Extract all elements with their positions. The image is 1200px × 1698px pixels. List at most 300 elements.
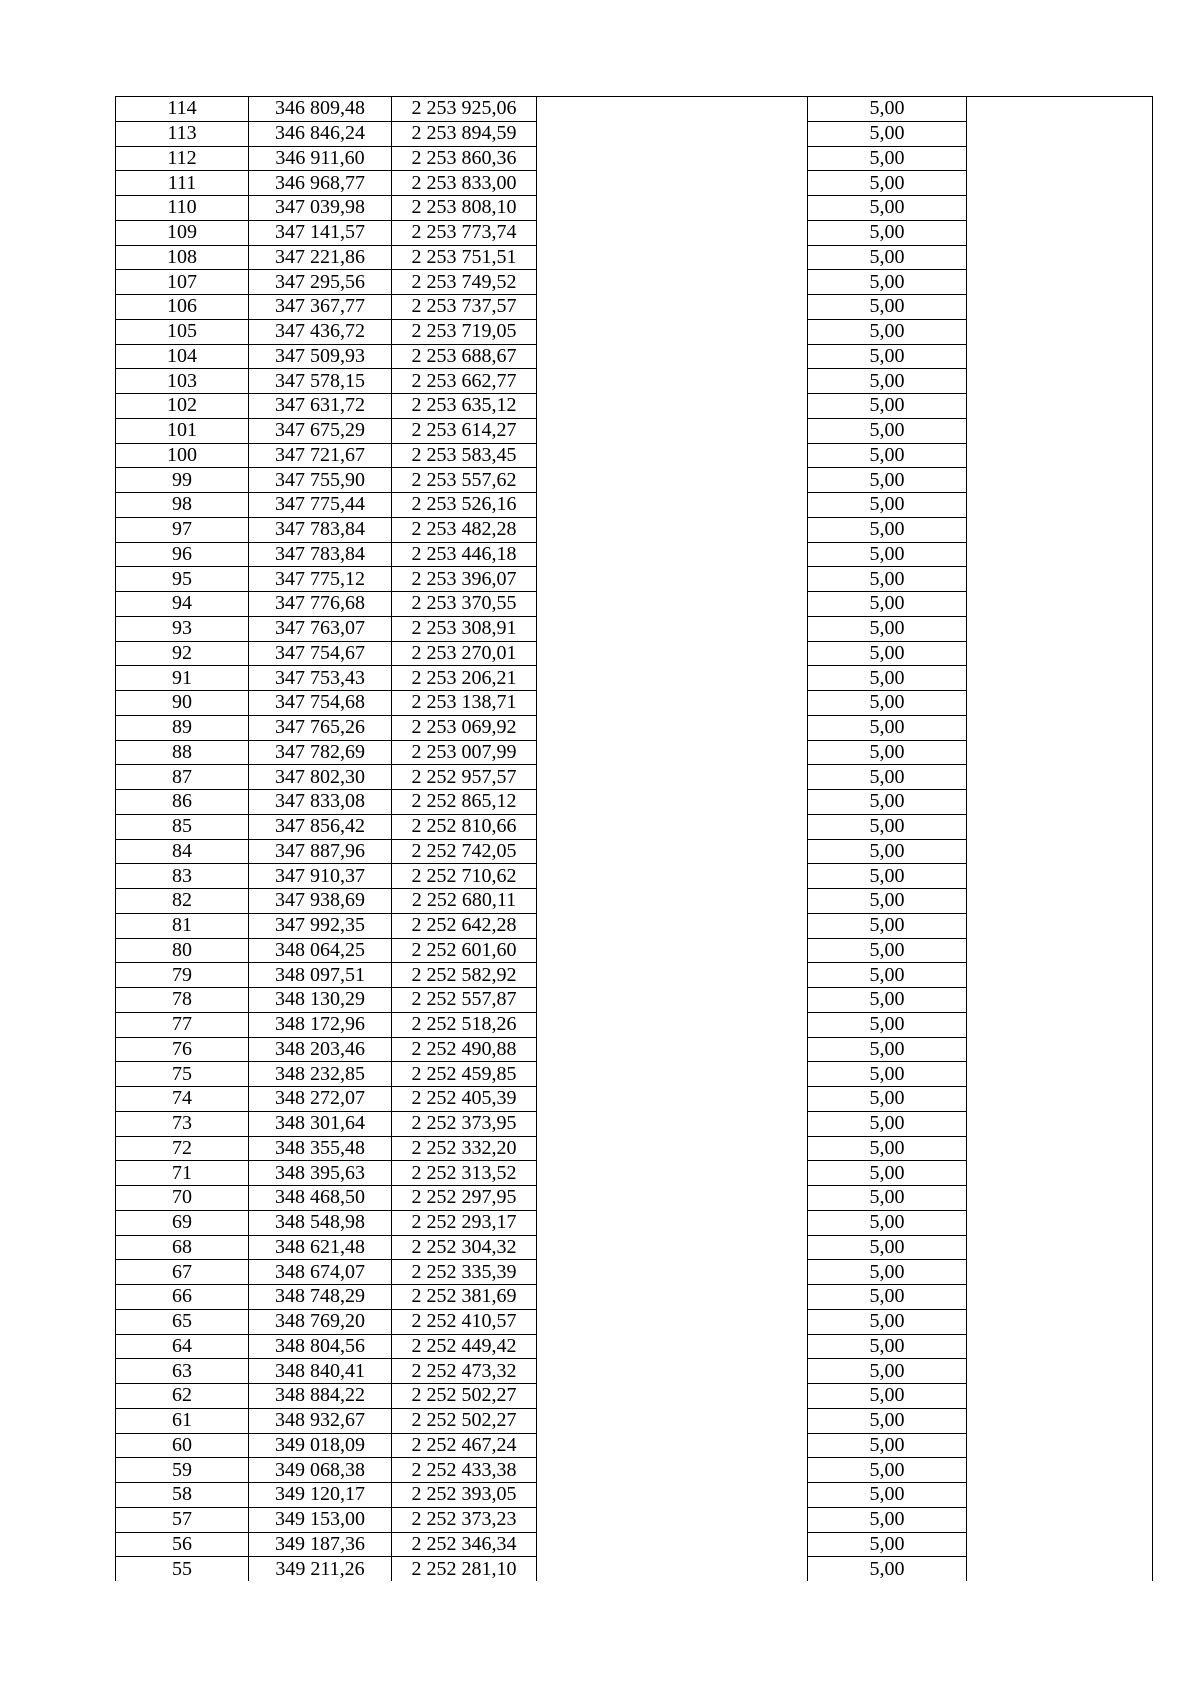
- notes-cell: [967, 1111, 1153, 1136]
- notes-cell: [967, 418, 1153, 443]
- y-coordinate-cell: 2 253 482,28: [392, 517, 537, 542]
- value-cell: 5,00: [808, 1359, 967, 1384]
- y-coordinate-cell: 2 253 719,05: [392, 319, 537, 344]
- y-coordinate-cell: 2 253 688,67: [392, 344, 537, 369]
- x-coordinate-cell: 347 833,08: [249, 790, 392, 815]
- blank-cell: [537, 121, 808, 146]
- table-row: [116, 1186, 1153, 1211]
- notes-cell: [967, 1037, 1153, 1062]
- x-coordinate-cell: 347 783,84: [249, 517, 392, 542]
- blank-cell: [537, 146, 808, 171]
- y-coordinate-cell: 2 253 894,59: [392, 121, 537, 146]
- x-coordinate-cell: 347 775,12: [249, 567, 392, 592]
- value-cell: 5,00: [808, 691, 967, 716]
- blank-cell: [537, 1359, 808, 1384]
- x-coordinate-cell: 347 765,26: [249, 715, 392, 740]
- table-row: [116, 1260, 1153, 1285]
- table-row: [116, 1111, 1153, 1136]
- point-number-cell: 71: [116, 1161, 249, 1186]
- table-row: [116, 1557, 1153, 1581]
- notes-cell: [967, 1012, 1153, 1037]
- y-coordinate-cell: 2 252 601,60: [392, 938, 537, 963]
- notes-cell: [967, 1433, 1153, 1458]
- y-coordinate-cell: 2 252 642,28: [392, 913, 537, 938]
- value-cell: 5,00: [808, 418, 967, 443]
- y-coordinate-cell: 2 253 396,07: [392, 567, 537, 592]
- table-row: [116, 121, 1153, 146]
- value-cell: 5,00: [808, 1433, 967, 1458]
- point-number-cell: 68: [116, 1235, 249, 1260]
- table-row: [116, 220, 1153, 245]
- value-cell: 5,00: [808, 1012, 967, 1037]
- point-number-cell: 78: [116, 988, 249, 1013]
- x-coordinate-cell: 348 804,56: [249, 1334, 392, 1359]
- blank-cell: [537, 1384, 808, 1409]
- x-coordinate-cell: 348 272,07: [249, 1087, 392, 1112]
- x-coordinate-cell: 347 436,72: [249, 319, 392, 344]
- y-coordinate-cell: 2 252 332,20: [392, 1136, 537, 1161]
- table-row: [116, 369, 1153, 394]
- point-number-cell: 59: [116, 1458, 249, 1483]
- value-cell: 5,00: [808, 913, 967, 938]
- blank-cell: [537, 1483, 808, 1508]
- notes-cell: [967, 616, 1153, 641]
- y-coordinate-cell: 2 252 381,69: [392, 1285, 537, 1310]
- table-row: [116, 1507, 1153, 1532]
- notes-cell: [967, 938, 1153, 963]
- y-coordinate-cell: 2 252 393,05: [392, 1483, 537, 1508]
- table-row: [116, 394, 1153, 419]
- point-number-cell: 86: [116, 790, 249, 815]
- blank-cell: [537, 517, 808, 542]
- value-cell: 5,00: [808, 1210, 967, 1235]
- x-coordinate-cell: 347 910,37: [249, 864, 392, 889]
- y-coordinate-cell: 2 253 635,12: [392, 394, 537, 419]
- y-coordinate-cell: 2 252 281,10: [392, 1557, 537, 1581]
- blank-cell: [537, 864, 808, 889]
- x-coordinate-cell: 347 221,86: [249, 245, 392, 270]
- table-row: [116, 814, 1153, 839]
- value-cell: 5,00: [808, 220, 967, 245]
- blank-cell: [537, 839, 808, 864]
- value-cell: 5,00: [808, 121, 967, 146]
- value-cell: 5,00: [808, 493, 967, 518]
- notes-cell: [967, 1309, 1153, 1334]
- blank-cell: [537, 765, 808, 790]
- x-coordinate-cell: 348 884,22: [249, 1384, 392, 1409]
- notes-cell: [967, 295, 1153, 320]
- y-coordinate-cell: 2 252 405,39: [392, 1087, 537, 1112]
- point-number-cell: 110: [116, 196, 249, 221]
- value-cell: 5,00: [808, 369, 967, 394]
- x-coordinate-cell: 348 621,48: [249, 1235, 392, 1260]
- x-coordinate-cell: 348 232,85: [249, 1062, 392, 1087]
- point-number-cell: 62: [116, 1384, 249, 1409]
- y-coordinate-cell: 2 253 206,21: [392, 666, 537, 691]
- notes-cell: [967, 1458, 1153, 1483]
- table-row: [116, 1161, 1153, 1186]
- blank-cell: [537, 295, 808, 320]
- point-number-cell: 97: [116, 517, 249, 542]
- y-coordinate-cell: 2 252 957,57: [392, 765, 537, 790]
- point-number-cell: 100: [116, 443, 249, 468]
- notes-cell: [967, 691, 1153, 716]
- point-number-cell: 75: [116, 1062, 249, 1087]
- notes-cell: [967, 542, 1153, 567]
- point-number-cell: 90: [116, 691, 249, 716]
- x-coordinate-cell: 349 153,00: [249, 1507, 392, 1532]
- x-coordinate-cell: 348 548,98: [249, 1210, 392, 1235]
- notes-cell: [967, 1087, 1153, 1112]
- point-number-cell: 74: [116, 1087, 249, 1112]
- x-coordinate-cell: 346 968,77: [249, 171, 392, 196]
- x-coordinate-cell: 346 846,24: [249, 121, 392, 146]
- point-number-cell: 105: [116, 319, 249, 344]
- value-cell: 5,00: [808, 1161, 967, 1186]
- x-coordinate-cell: 347 763,07: [249, 616, 392, 641]
- y-coordinate-cell: 2 253 583,45: [392, 443, 537, 468]
- notes-cell: [967, 394, 1153, 419]
- blank-cell: [537, 567, 808, 592]
- blank-cell: [537, 344, 808, 369]
- notes-cell: [967, 715, 1153, 740]
- table-row: [116, 418, 1153, 443]
- value-cell: 5,00: [808, 814, 967, 839]
- notes-cell: [967, 1136, 1153, 1161]
- y-coordinate-cell: 2 253 749,52: [392, 270, 537, 295]
- value-cell: 5,00: [808, 245, 967, 270]
- blank-cell: [537, 715, 808, 740]
- point-number-cell: 76: [116, 1037, 249, 1062]
- blank-cell: [537, 1037, 808, 1062]
- notes-cell: [967, 468, 1153, 493]
- x-coordinate-cell: 348 674,07: [249, 1260, 392, 1285]
- blank-cell: [537, 1507, 808, 1532]
- x-coordinate-cell: 348 468,50: [249, 1186, 392, 1211]
- value-cell: 5,00: [808, 443, 967, 468]
- blank-cell: [537, 270, 808, 295]
- x-coordinate-cell: 347 509,93: [249, 344, 392, 369]
- value-cell: 5,00: [808, 1309, 967, 1334]
- x-coordinate-cell: 347 721,67: [249, 443, 392, 468]
- value-cell: 5,00: [808, 344, 967, 369]
- blank-cell: [537, 1111, 808, 1136]
- blank-cell: [537, 1235, 808, 1260]
- y-coordinate-cell: 2 253 614,27: [392, 418, 537, 443]
- table-row: [116, 641, 1153, 666]
- value-cell: 5,00: [808, 1384, 967, 1409]
- blank-cell: [537, 790, 808, 815]
- notes-cell: [967, 1161, 1153, 1186]
- blank-cell: [537, 1136, 808, 1161]
- y-coordinate-cell: 2 252 490,88: [392, 1037, 537, 1062]
- y-coordinate-cell: 2 253 270,01: [392, 641, 537, 666]
- point-number-cell: 64: [116, 1334, 249, 1359]
- value-cell: 5,00: [808, 1458, 967, 1483]
- value-cell: 5,00: [808, 171, 967, 196]
- blank-cell: [537, 814, 808, 839]
- table-row: [116, 1359, 1153, 1384]
- table-row: [116, 666, 1153, 691]
- x-coordinate-cell: 347 578,15: [249, 369, 392, 394]
- point-number-cell: 96: [116, 542, 249, 567]
- y-coordinate-cell: 2 252 865,12: [392, 790, 537, 815]
- blank-cell: [537, 1285, 808, 1310]
- notes-cell: [967, 567, 1153, 592]
- blank-cell: [537, 319, 808, 344]
- blank-cell: [537, 1532, 808, 1557]
- x-coordinate-cell: 349 068,38: [249, 1458, 392, 1483]
- y-coordinate-cell: 2 252 582,92: [392, 963, 537, 988]
- point-number-cell: 82: [116, 889, 249, 914]
- notes-cell: [967, 864, 1153, 889]
- table-row: [116, 839, 1153, 864]
- value-cell: 5,00: [808, 938, 967, 963]
- table-row: [116, 963, 1153, 988]
- point-number-cell: 72: [116, 1136, 249, 1161]
- x-coordinate-cell: 349 211,26: [249, 1557, 392, 1581]
- table-row: [116, 1309, 1153, 1334]
- notes-cell: [967, 641, 1153, 666]
- table-row: [116, 1235, 1153, 1260]
- value-cell: 5,00: [808, 864, 967, 889]
- x-coordinate-cell: 348 748,29: [249, 1285, 392, 1310]
- notes-cell: [967, 913, 1153, 938]
- table-row: [116, 616, 1153, 641]
- y-coordinate-cell: 2 252 473,32: [392, 1359, 537, 1384]
- table-row: [116, 1285, 1153, 1310]
- notes-cell: [967, 443, 1153, 468]
- value-cell: 5,00: [808, 1507, 967, 1532]
- x-coordinate-cell: 349 120,17: [249, 1483, 392, 1508]
- point-number-cell: 114: [116, 97, 249, 122]
- blank-cell: [537, 171, 808, 196]
- y-coordinate-cell: 2 252 502,27: [392, 1408, 537, 1433]
- notes-cell: [967, 1285, 1153, 1310]
- point-number-cell: 61: [116, 1408, 249, 1433]
- table-row: [116, 1210, 1153, 1235]
- value-cell: 5,00: [808, 394, 967, 419]
- blank-cell: [537, 913, 808, 938]
- y-coordinate-cell: 2 252 410,57: [392, 1309, 537, 1334]
- notes-cell: [967, 592, 1153, 617]
- x-coordinate-cell: 347 938,69: [249, 889, 392, 914]
- notes-cell: [967, 1507, 1153, 1532]
- table-row: [116, 691, 1153, 716]
- value-cell: 5,00: [808, 542, 967, 567]
- x-coordinate-cell: 348 932,67: [249, 1408, 392, 1433]
- x-coordinate-cell: 348 769,20: [249, 1309, 392, 1334]
- blank-cell: [537, 641, 808, 666]
- value-cell: 5,00: [808, 517, 967, 542]
- blank-cell: [537, 666, 808, 691]
- notes-cell: [967, 1062, 1153, 1087]
- x-coordinate-cell: 347 754,67: [249, 641, 392, 666]
- notes-cell: [967, 146, 1153, 171]
- x-coordinate-cell: 347 887,96: [249, 839, 392, 864]
- table-row: [116, 567, 1153, 592]
- point-number-cell: 55: [116, 1557, 249, 1581]
- notes-cell: [967, 1557, 1153, 1581]
- table-body: [116, 97, 1153, 1582]
- point-number-cell: 65: [116, 1309, 249, 1334]
- blank-cell: [537, 1458, 808, 1483]
- blank-cell: [537, 988, 808, 1013]
- value-cell: 5,00: [808, 97, 967, 122]
- point-number-cell: 60: [116, 1433, 249, 1458]
- point-number-cell: 57: [116, 1507, 249, 1532]
- x-coordinate-cell: 348 301,64: [249, 1111, 392, 1136]
- table-row: [116, 171, 1153, 196]
- notes-cell: [967, 1260, 1153, 1285]
- y-coordinate-cell: 2 252 502,27: [392, 1384, 537, 1409]
- y-coordinate-cell: 2 253 751,51: [392, 245, 537, 270]
- value-cell: 5,00: [808, 270, 967, 295]
- blank-cell: [537, 1087, 808, 1112]
- point-number-cell: 58: [116, 1483, 249, 1508]
- point-number-cell: 99: [116, 468, 249, 493]
- y-coordinate-cell: 2 253 557,62: [392, 468, 537, 493]
- table-row: [116, 1384, 1153, 1409]
- y-coordinate-cell: 2 252 557,87: [392, 988, 537, 1013]
- table-row: [116, 1408, 1153, 1433]
- notes-cell: [967, 493, 1153, 518]
- value-cell: 5,00: [808, 319, 967, 344]
- x-coordinate-cell: 347 755,90: [249, 468, 392, 493]
- blank-cell: [537, 443, 808, 468]
- blank-cell: [537, 418, 808, 443]
- x-coordinate-cell: 346 809,48: [249, 97, 392, 122]
- table-row: [116, 295, 1153, 320]
- notes-cell: [967, 245, 1153, 270]
- y-coordinate-cell: 2 252 373,23: [392, 1507, 537, 1532]
- value-cell: 5,00: [808, 1285, 967, 1310]
- x-coordinate-cell: 347 039,98: [249, 196, 392, 221]
- point-number-cell: 108: [116, 245, 249, 270]
- value-cell: 5,00: [808, 715, 967, 740]
- y-coordinate-cell: 2 252 742,05: [392, 839, 537, 864]
- x-coordinate-cell: 347 367,77: [249, 295, 392, 320]
- blank-cell: [537, 1161, 808, 1186]
- point-number-cell: 104: [116, 344, 249, 369]
- notes-cell: [967, 1483, 1153, 1508]
- notes-cell: [967, 220, 1153, 245]
- x-coordinate-cell: 348 203,46: [249, 1037, 392, 1062]
- point-number-cell: 107: [116, 270, 249, 295]
- point-number-cell: 73: [116, 1111, 249, 1136]
- blank-cell: [537, 963, 808, 988]
- table-row: [116, 443, 1153, 468]
- table-row: [116, 1483, 1153, 1508]
- table-row: [116, 740, 1153, 765]
- value-cell: 5,00: [808, 740, 967, 765]
- value-cell: 5,00: [808, 641, 967, 666]
- y-coordinate-cell: 2 253 446,18: [392, 542, 537, 567]
- blank-cell: [537, 592, 808, 617]
- table-row: [116, 245, 1153, 270]
- notes-cell: [967, 1235, 1153, 1260]
- notes-cell: [967, 270, 1153, 295]
- y-coordinate-cell: 2 252 810,66: [392, 814, 537, 839]
- value-cell: 5,00: [808, 666, 967, 691]
- point-number-cell: 112: [116, 146, 249, 171]
- notes-cell: [967, 1359, 1153, 1384]
- table-row: [116, 319, 1153, 344]
- value-cell: 5,00: [808, 1062, 967, 1087]
- blank-cell: [537, 1210, 808, 1235]
- value-cell: 5,00: [808, 1136, 967, 1161]
- point-number-cell: 98: [116, 493, 249, 518]
- table-row: [116, 517, 1153, 542]
- blank-cell: [537, 468, 808, 493]
- y-coordinate-cell: 2 252 335,39: [392, 1260, 537, 1285]
- blank-cell: [537, 1309, 808, 1334]
- value-cell: 5,00: [808, 963, 967, 988]
- point-number-cell: 95: [116, 567, 249, 592]
- y-coordinate-cell: 2 253 773,74: [392, 220, 537, 245]
- blank-cell: [537, 691, 808, 716]
- blank-cell: [537, 740, 808, 765]
- y-coordinate-cell: 2 252 449,42: [392, 1334, 537, 1359]
- y-coordinate-cell: 2 253 526,16: [392, 493, 537, 518]
- value-cell: 5,00: [808, 1532, 967, 1557]
- notes-cell: [967, 97, 1153, 122]
- x-coordinate-cell: 346 911,60: [249, 146, 392, 171]
- value-cell: 5,00: [808, 1111, 967, 1136]
- point-number-cell: 83: [116, 864, 249, 889]
- notes-cell: [967, 517, 1153, 542]
- table-row: [116, 715, 1153, 740]
- blank-cell: [537, 1408, 808, 1433]
- point-number-cell: 109: [116, 220, 249, 245]
- x-coordinate-cell: 349 187,36: [249, 1532, 392, 1557]
- y-coordinate-cell: 2 252 293,17: [392, 1210, 537, 1235]
- value-cell: 5,00: [808, 1334, 967, 1359]
- point-number-cell: 103: [116, 369, 249, 394]
- point-number-cell: 111: [116, 171, 249, 196]
- blank-cell: [537, 1557, 808, 1581]
- blank-cell: [537, 542, 808, 567]
- point-number-cell: 69: [116, 1210, 249, 1235]
- value-cell: 5,00: [808, 988, 967, 1013]
- point-number-cell: 84: [116, 839, 249, 864]
- value-cell: 5,00: [808, 295, 967, 320]
- x-coordinate-cell: 347 992,35: [249, 913, 392, 938]
- x-coordinate-cell: 347 782,69: [249, 740, 392, 765]
- point-number-cell: 79: [116, 963, 249, 988]
- point-number-cell: 91: [116, 666, 249, 691]
- table-row: [116, 790, 1153, 815]
- y-coordinate-cell: 2 253 069,92: [392, 715, 537, 740]
- x-coordinate-cell: 347 776,68: [249, 592, 392, 617]
- y-coordinate-cell: 2 252 459,85: [392, 1062, 537, 1087]
- blank-cell: [537, 1062, 808, 1087]
- blank-cell: [537, 1334, 808, 1359]
- y-coordinate-cell: 2 252 433,38: [392, 1458, 537, 1483]
- notes-cell: [967, 666, 1153, 691]
- notes-cell: [967, 319, 1153, 344]
- table-row: [116, 542, 1153, 567]
- x-coordinate-cell: 348 097,51: [249, 963, 392, 988]
- table-row: [116, 1037, 1153, 1062]
- y-coordinate-cell: 2 252 297,95: [392, 1186, 537, 1211]
- notes-cell: [967, 988, 1153, 1013]
- y-coordinate-cell: 2 252 680,11: [392, 889, 537, 914]
- x-coordinate-cell: 348 840,41: [249, 1359, 392, 1384]
- table-row: [116, 196, 1153, 221]
- notes-cell: [967, 1210, 1153, 1235]
- y-coordinate-cell: 2 253 860,36: [392, 146, 537, 171]
